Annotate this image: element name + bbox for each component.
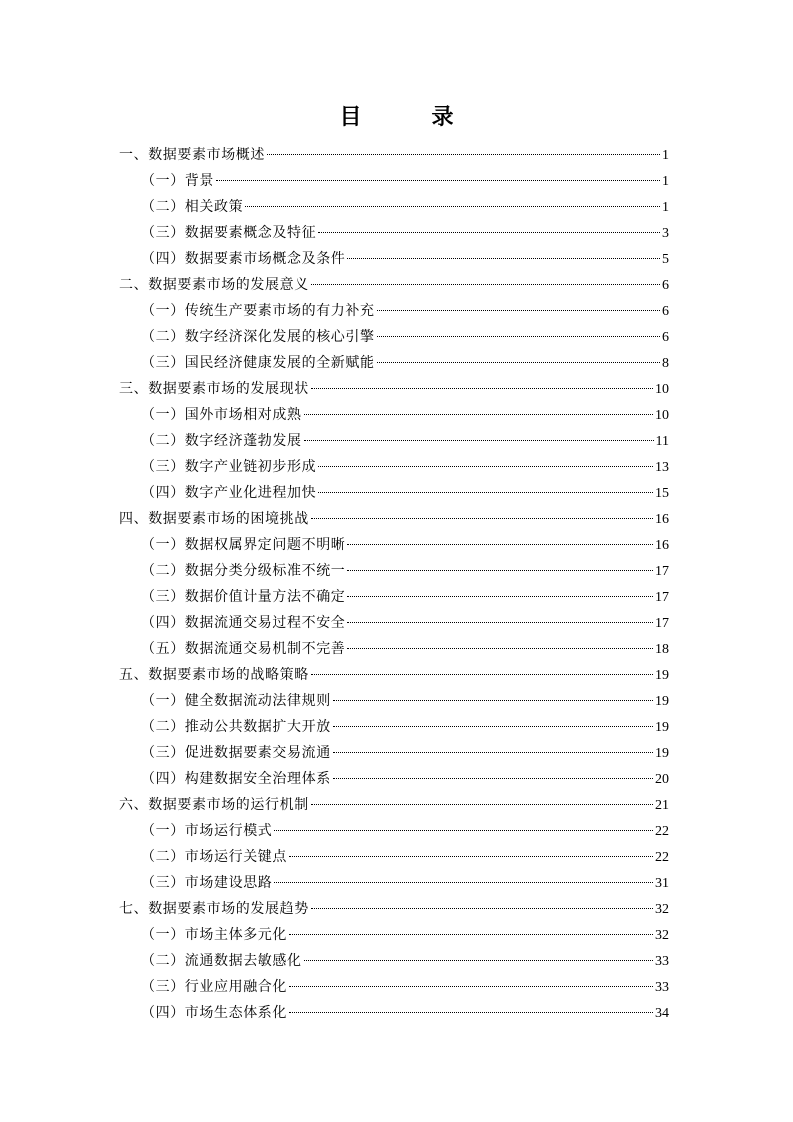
toc-entry-line	[141, 740, 669, 767]
toc-entry-label: （四）数字产业化进程加快	[141, 485, 317, 501]
toc-page-number: 6	[662, 330, 669, 345]
toc-title: 目 录	[339, 105, 478, 130]
toc-section-entry[interactable]	[0, 610, 793, 636]
toc-page-number: 19	[655, 694, 669, 709]
toc-entry-label: （一）传统生产要素市场的有力补充	[141, 303, 375, 319]
toc-section-entry[interactable]	[0, 636, 793, 662]
toc-entry-line	[141, 194, 669, 221]
toc-section-entry[interactable]	[0, 402, 793, 428]
toc-entry-line	[141, 480, 669, 507]
toc-page-number: 32	[655, 902, 669, 917]
toc-entry-label: 二、数据要素市场的发展意义	[119, 277, 309, 293]
toc-entry-label: 一、数据要素市场概述	[119, 147, 265, 163]
toc-entry-line	[141, 974, 669, 1001]
toc-entry-line	[119, 792, 669, 819]
toc-section-entry[interactable]	[0, 818, 793, 844]
toc-page-number: 22	[655, 850, 669, 865]
toc-entry-label: （二）数字经济深化发展的核心引擎	[141, 329, 375, 345]
dot-leader	[347, 648, 653, 649]
dot-leader	[274, 830, 653, 831]
toc-page-number: 17	[655, 564, 669, 579]
toc-entry-line	[119, 272, 669, 299]
toc-entry-label: （四）数据流通交易过程不安全	[141, 615, 346, 631]
toc-page-number: 33	[655, 980, 669, 995]
toc-page-number: 1	[662, 148, 669, 163]
toc-entry-label: （二）市场运行关键点	[141, 849, 287, 865]
toc-page-number: 1	[662, 200, 669, 215]
toc-entry-line	[141, 1000, 669, 1027]
toc-chapter-entry[interactable]	[0, 142, 793, 168]
toc-section-entry[interactable]	[0, 922, 793, 948]
dot-leader	[304, 440, 654, 441]
toc-page-number: 31	[655, 876, 669, 891]
dot-leader	[311, 908, 653, 909]
toc-chapter-entry[interactable]	[0, 376, 793, 402]
toc-section-entry[interactable]	[0, 740, 793, 766]
toc-page-number: 5	[662, 252, 669, 267]
toc-entry-line	[141, 818, 669, 845]
toc-page-number: 11	[655, 434, 669, 449]
toc-entry-line	[141, 454, 669, 481]
toc-entry-label: （二）数据分类分级标准不统一	[141, 563, 346, 579]
dot-leader	[289, 934, 653, 935]
toc-entry-line	[141, 246, 669, 273]
toc-section-entry[interactable]	[0, 298, 793, 324]
toc-entry-line	[141, 922, 669, 949]
toc-section-entry[interactable]	[0, 844, 793, 870]
toc-section-entry[interactable]	[0, 454, 793, 480]
dot-leader	[347, 596, 653, 597]
dot-leader	[245, 206, 660, 207]
toc-section-entry[interactable]	[0, 870, 793, 896]
toc-section-entry[interactable]	[0, 948, 793, 974]
toc-entry-line	[141, 220, 669, 247]
toc-page-number: 17	[655, 590, 669, 605]
toc-page-number: 6	[662, 278, 669, 293]
toc-chapter-entry[interactable]	[0, 272, 793, 298]
toc-entry-label: 三、数据要素市场的发展现状	[119, 381, 309, 397]
toc-entry-label: （一）背景	[141, 173, 214, 189]
toc-page-number: 15	[655, 486, 669, 501]
toc-chapter-entry[interactable]	[0, 506, 793, 532]
dot-leader	[347, 570, 653, 571]
toc-section-entry[interactable]	[0, 220, 793, 246]
dot-leader	[377, 362, 660, 363]
toc-section-entry[interactable]	[0, 974, 793, 1000]
dot-leader	[347, 622, 653, 623]
toc-page-number: 1	[662, 174, 669, 189]
toc-entry-label: （四）构建数据安全治理体系	[141, 771, 331, 787]
toc-page-number: 19	[655, 720, 669, 735]
toc-entry-line	[141, 714, 669, 741]
toc-section-entry[interactable]	[0, 168, 793, 194]
toc-entry-label: （四）数据要素市场概念及条件	[141, 251, 346, 267]
toc-section-entry[interactable]	[0, 480, 793, 506]
dot-leader	[333, 778, 653, 779]
toc-section-entry[interactable]	[0, 558, 793, 584]
toc-page-number: 6	[662, 304, 669, 319]
toc-section-entry[interactable]	[0, 194, 793, 220]
dot-leader	[311, 804, 653, 805]
toc-entry-label: （三）行业应用融合化	[141, 979, 287, 995]
toc-entry-label: （一）市场主体多元化	[141, 927, 287, 943]
toc-entry-line	[141, 558, 669, 585]
toc-entry-line	[141, 584, 669, 611]
toc-entry-label: （三）市场建设思路	[141, 875, 273, 891]
toc-chapter-entry[interactable]	[0, 792, 793, 818]
toc-page-number: 8	[662, 356, 669, 371]
dot-leader	[311, 518, 653, 519]
toc-page-number: 3	[662, 226, 669, 241]
dot-leader	[267, 154, 660, 155]
toc-entry-line	[141, 298, 669, 325]
dot-leader	[216, 180, 660, 181]
toc-section-entry[interactable]	[0, 714, 793, 740]
dot-leader	[318, 232, 660, 233]
toc-page-number: 10	[655, 408, 669, 423]
dot-leader	[377, 336, 660, 337]
dot-leader	[377, 310, 660, 311]
toc-entry-line	[141, 766, 669, 793]
toc-entry-label: （三）数据价值计量方法不确定	[141, 589, 346, 605]
toc-entry-line	[141, 610, 669, 637]
toc-page-number: 10	[655, 382, 669, 397]
toc-entry-label: （二）推动公共数据扩大开放	[141, 719, 331, 735]
toc-page-number: 22	[655, 824, 669, 839]
toc-section-entry[interactable]	[0, 1000, 793, 1026]
toc-page-number: 19	[655, 746, 669, 761]
toc-section-entry[interactable]	[0, 584, 793, 610]
dot-leader	[311, 674, 653, 675]
toc-page-number: 21	[655, 798, 669, 813]
toc-entry-line	[141, 402, 669, 429]
dot-leader	[347, 258, 660, 259]
dot-leader	[289, 1012, 653, 1013]
toc-entry-line	[141, 636, 669, 663]
toc-chapter-entry[interactable]	[0, 896, 793, 922]
toc-section-entry[interactable]	[0, 766, 793, 792]
toc-page-number: 20	[655, 772, 669, 787]
toc-page-number: 32	[655, 928, 669, 943]
toc-entry-line	[119, 376, 669, 403]
toc-entry-label: （三）数据要素概念及特征	[141, 225, 317, 241]
toc-section-entry[interactable]	[0, 688, 793, 714]
dot-leader	[333, 752, 653, 753]
toc-entry-line	[141, 844, 669, 871]
toc-entry-label: （一）市场运行模式	[141, 823, 273, 839]
toc-entry-label: （三）促进数据要素交易流通	[141, 745, 331, 761]
toc-entry-line	[141, 428, 669, 455]
toc-entry-line	[119, 506, 669, 533]
toc-entry-line	[141, 532, 669, 559]
toc-entry-line	[141, 870, 669, 897]
dot-leader	[318, 466, 653, 467]
toc-page-number: 13	[655, 460, 669, 475]
toc-entry-line	[141, 948, 669, 975]
dot-leader	[311, 284, 660, 285]
dot-leader	[274, 882, 653, 883]
dot-leader	[333, 726, 653, 727]
dot-leader	[304, 414, 653, 415]
toc-entry-line	[119, 662, 669, 689]
toc-entry-label: （二）流通数据去敏感化	[141, 953, 302, 969]
toc-entry-label: （三）数字产业链初步形成	[141, 459, 317, 475]
toc-entry-line	[119, 142, 669, 169]
toc-section-entry[interactable]	[0, 428, 793, 454]
dot-leader	[289, 986, 653, 987]
toc-entry-line	[141, 168, 669, 195]
dot-leader	[289, 856, 653, 857]
toc-section-entry[interactable]	[0, 350, 793, 376]
dot-leader	[318, 492, 653, 493]
toc-section-entry[interactable]	[0, 246, 793, 272]
toc-page-number: 19	[655, 668, 669, 683]
toc-section-entry[interactable]	[0, 324, 793, 350]
toc-entry-label: （三）国民经济健康发展的全新赋能	[141, 355, 375, 371]
toc-entry-label: （一）健全数据流动法律规则	[141, 693, 331, 709]
toc-entry-label: 四、数据要素市场的困境挑战	[119, 511, 309, 527]
toc-page-number: 17	[655, 616, 669, 631]
dot-leader	[304, 960, 653, 961]
toc-page-number: 18	[655, 642, 669, 657]
dot-leader	[311, 388, 653, 389]
dot-leader	[333, 700, 653, 701]
toc-entry-label: （二）相关政策	[141, 199, 244, 215]
toc-entry-label: （四）市场生态体系化	[141, 1005, 287, 1021]
table-of-contents	[0, 142, 793, 1026]
toc-entry-label: 五、数据要素市场的战略策略	[119, 667, 309, 683]
toc-entry-line	[141, 324, 669, 351]
dot-leader	[347, 544, 653, 545]
toc-entry-line	[141, 350, 669, 377]
toc-entry-label: （一）数据权属界定问题不明晰	[141, 537, 346, 553]
toc-entry-line	[141, 688, 669, 715]
toc-entry-label: （一）国外市场相对成熟	[141, 407, 302, 423]
toc-entry-label: 六、数据要素市场的运行机制	[119, 797, 309, 813]
toc-page-number: 16	[655, 512, 669, 527]
toc-entry-label: 七、数据要素市场的发展趋势	[119, 901, 309, 917]
toc-entry-line	[119, 896, 669, 923]
toc-page-number: 33	[655, 954, 669, 969]
toc-page-number: 16	[655, 538, 669, 553]
toc-chapter-entry[interactable]	[0, 662, 793, 688]
toc-entry-label: （五）数据流通交易机制不完善	[141, 641, 346, 657]
toc-page-number: 34	[655, 1006, 669, 1021]
toc-section-entry[interactable]	[0, 532, 793, 558]
toc-entry-label: （二）数字经济蓬勃发展	[141, 433, 302, 449]
